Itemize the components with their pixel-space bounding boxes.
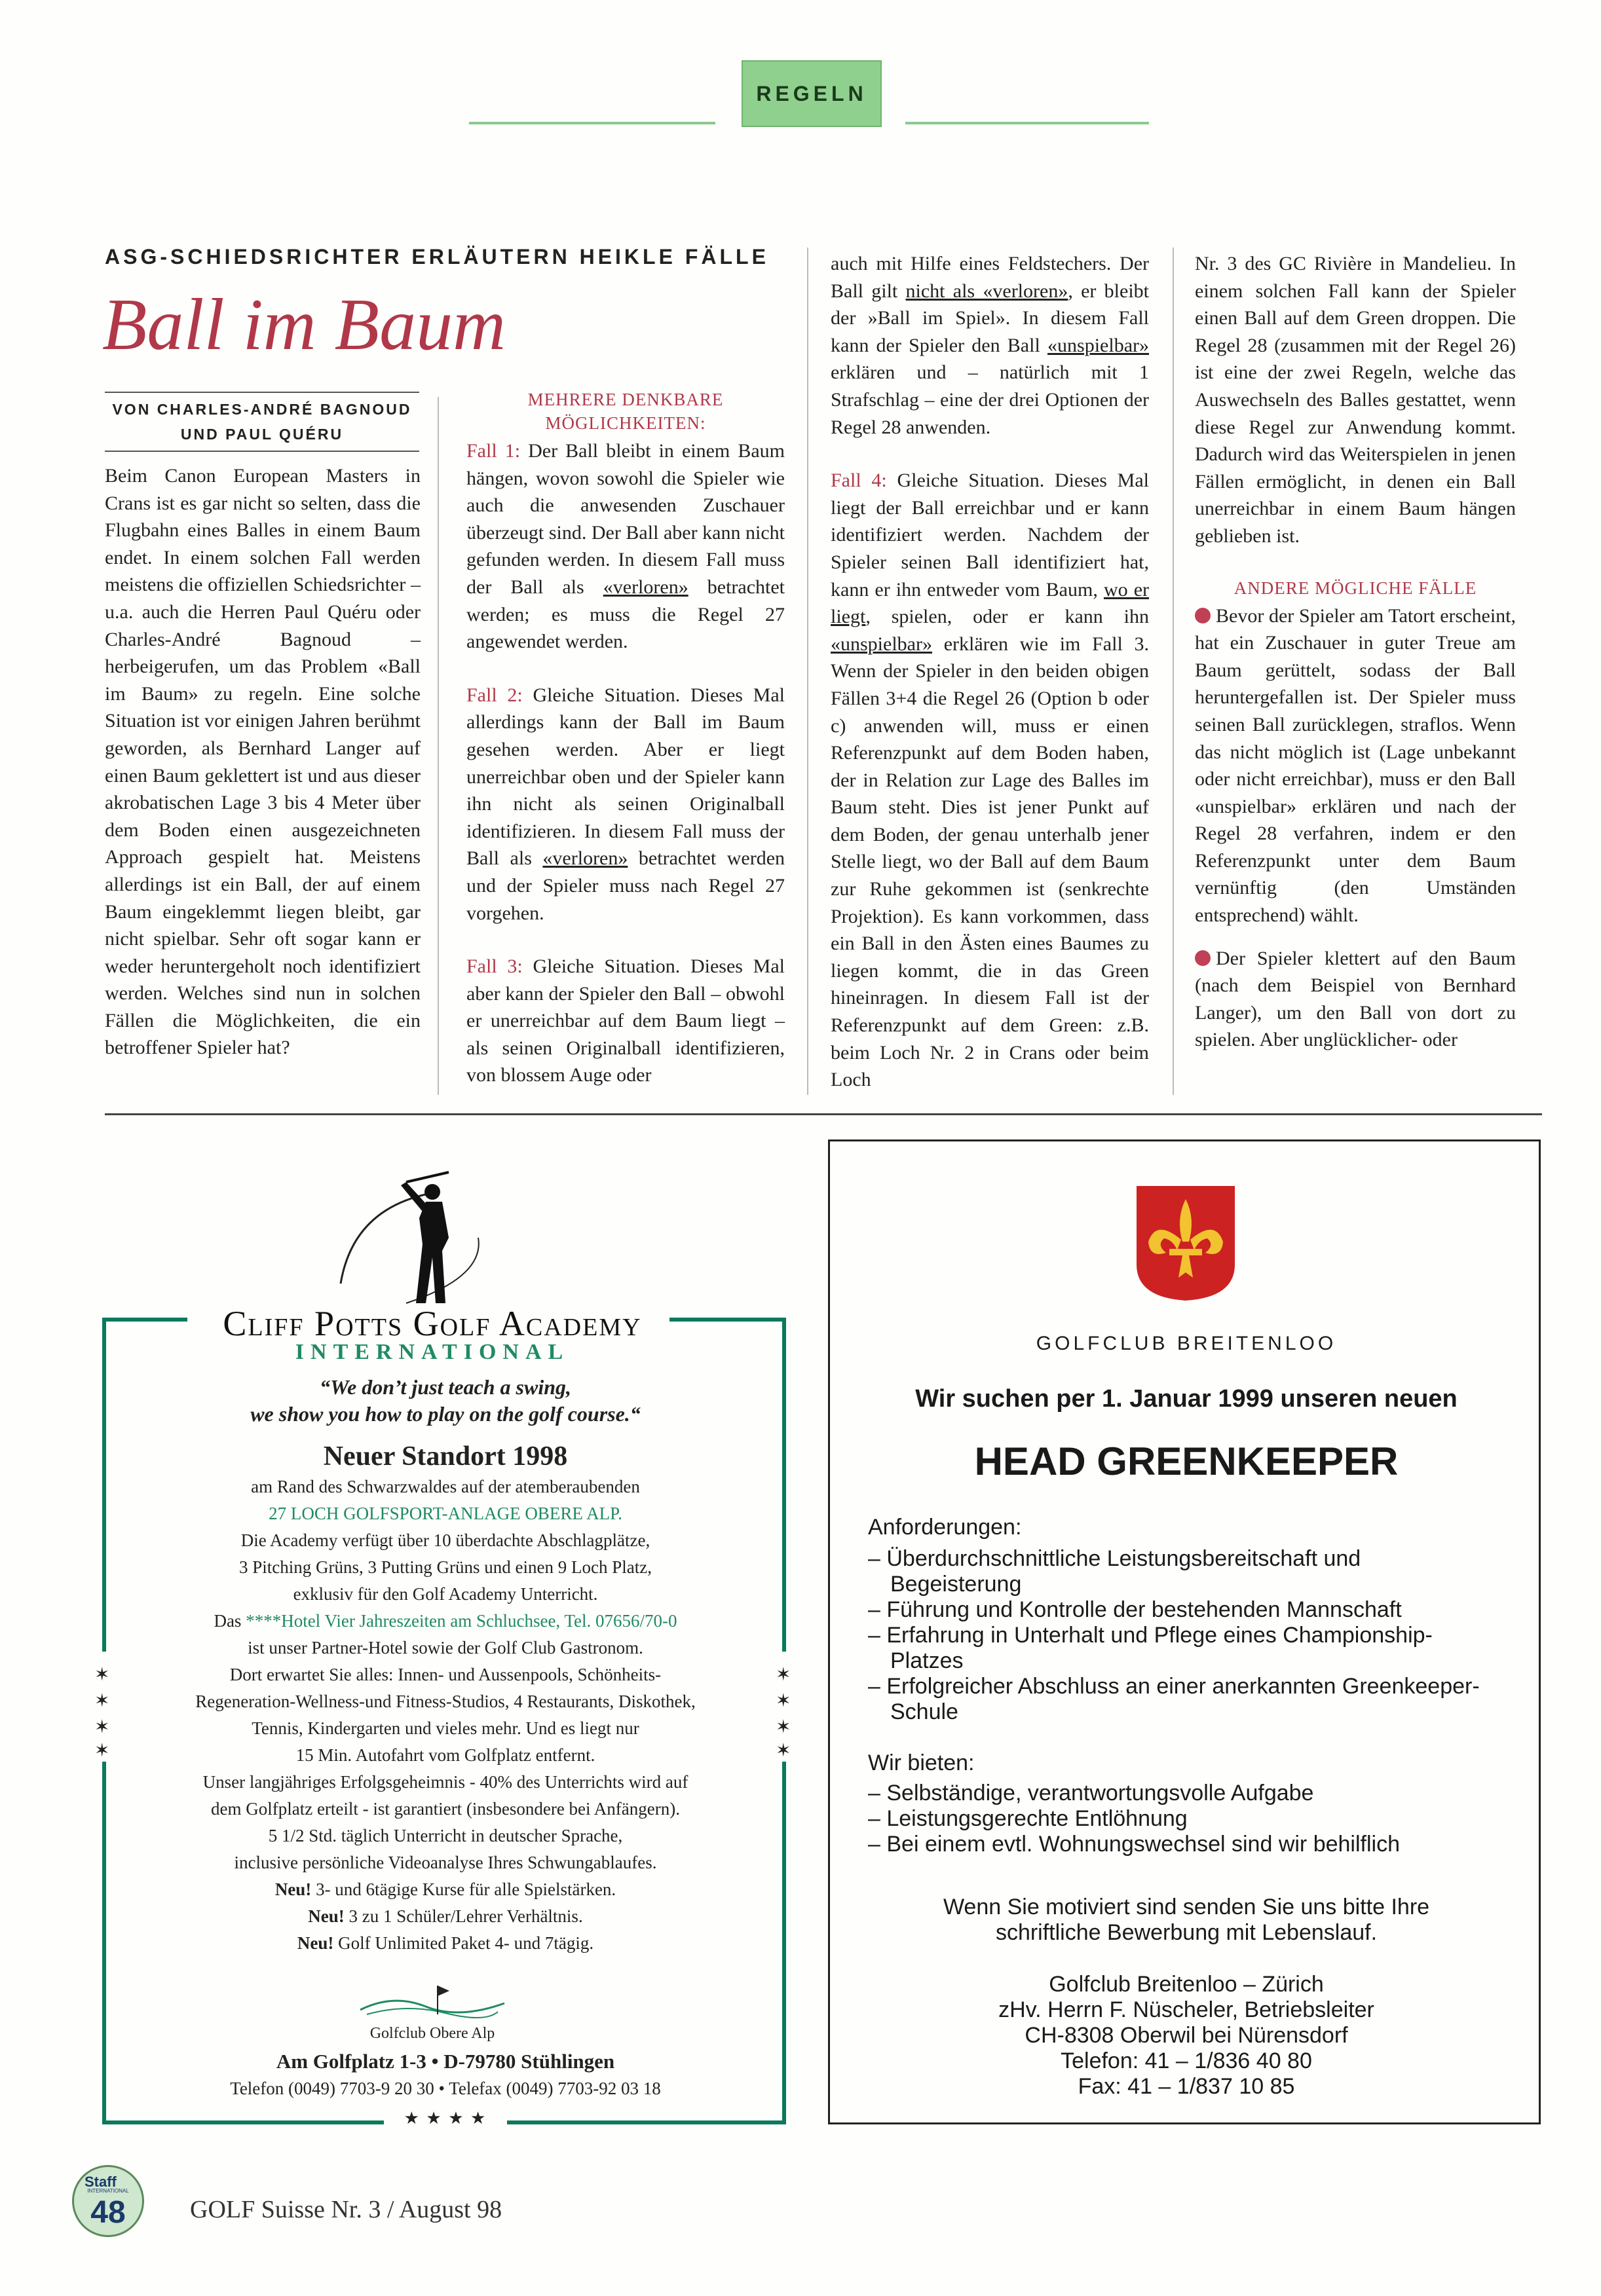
ad-line: ist unser Partner-Hotel sowie der Golf Club Gastronom. <box>248 1638 643 1657</box>
call-line-2: schriftliche Bewerbung mit Lebenslauf. <box>995 1920 1378 1945</box>
article-column-4 <box>1195 250 1516 1054</box>
article-column-2 <box>466 388 785 1089</box>
byline <box>105 397 419 447</box>
new-line-1 <box>118 1876 773 1903</box>
star-icon: ✶ <box>776 1691 791 1711</box>
ad-line: 15 Min. Autofahrt vom Golfplatz entfernt. <box>295 1745 595 1765</box>
academy-international: INTERNATIONAL <box>295 1340 570 1364</box>
contact-line: zHv. Herrn F. Nüscheler, Betriebsleiter <box>998 1997 1374 2022</box>
paragraph-fall-4 <box>831 467 1149 1094</box>
gap <box>1195 550 1516 576</box>
fall-2-label: Fall 2: <box>466 684 523 706</box>
frame-bottom-right <box>507 2120 786 2124</box>
page-badge <box>72 2165 144 2237</box>
star-icon: ✶ <box>776 1665 791 1685</box>
ad-line: dem Golfplatz erteilt - ist garantiert (insbesondere bei Anfängern). <box>211 1799 680 1819</box>
column-divider-2 <box>807 248 808 1095</box>
gap <box>466 927 785 953</box>
column-divider-3 <box>1173 248 1174 1095</box>
academy-name: Cliff Potts Golf Academy <box>223 1304 642 1343</box>
frame-left-top <box>102 1318 106 1652</box>
requirements-list <box>868 1546 1497 1725</box>
unspielbar-2: «unspielbar» <box>831 633 932 655</box>
subhead-andere-faelle: ANDERE MÖGLICHE FÄLLE <box>1234 578 1477 598</box>
contact-line: Telefon: 41 – 1/836 40 80 <box>1061 2048 1312 2073</box>
new-tag: Neu! <box>308 1906 345 1926</box>
frame-left-bottom <box>102 1762 106 2122</box>
fall-4-text-c: erklären wie im Fall 3. Wenn der Spieler in den beiden obigen Fällen 3+4 die Regel 26 (Option b oder c) anwenden will, muss er einen Referenzpunkt auf dem Boden haben, der in Relation zur Lage des Balles im Baum steht. Dies ist jener Punkt auf dem Boden, der genau unterhalb jener Stelle liegt, wo der Ball auf dem Baum zur Ruhe gekommen ist (senkrechte Projektion). Es kann vorkommen, dass ein Ball in den Ästen eines Baumes zu liegen kommt, die in das Green hineinragen. In diesem Fall ist der Referenzpunkt auf dem Green: z.B. beim Loch Nr. 2 in Crans oder beim Loch <box>831 633 1150 1091</box>
byline-rule-bottom <box>105 451 419 452</box>
wo-er-liegt: wo er liegt <box>831 578 1149 628</box>
bullet-icon <box>1195 950 1211 966</box>
fall-2-verloren: «verloren» <box>542 847 628 870</box>
ad-line: inclusive persönliche Videoanalyse Ihres Schwungablaufes. <box>234 1853 657 1872</box>
paragraph-intro: Beim Canon European Masters in Crans ist es gar nicht so selten, dass die Flugbahn eines Balles in einem Baum endet. In einem solchen Fall werden meistens die offiziellen Schiedsrichter – u.a. auch die Herren Paul Quéru oder Charles-André Bagnoud – herbeigerufen, um das Problem «Ball im Baum» zu regeln. Eine solche Situation ist vor einigen Jahren berühmt geworden, als Bernhard Langer auf einen Baum geklettert ist und aus dieser akrobatischen Lage 3 bis 4 Meter über dem Boden einen ausgezeichneten Approach gespielt hat. Meistens allerdings ist ein Ball, der auf einem Baum eingeklemmt liegen bleibt, gar nicht spielbar. Sehr oft sogar kann er weder heruntergeholt noch identifiziert werden. Welches sind nun in solchen Fällen die Möglichkeiten, die ein betroffener Spieler hat? <box>105 465 421 1059</box>
fall-1-verloren: «verloren» <box>603 576 688 598</box>
paragraph-fall-3 <box>466 953 785 1089</box>
frame-top-left <box>102 1318 187 1322</box>
ad-line: 3 Pitching Grüns, 3 Putting Grüns und einen 9 Loch Platz, <box>239 1557 652 1577</box>
byline-rule <box>105 392 419 393</box>
unspielbar-1: «unspielbar» <box>1047 334 1149 356</box>
paragraph-case-2 <box>1195 945 1516 1054</box>
club-logo-label: Golfclub Obere Alp <box>369 2025 495 2042</box>
ad-line: Regeneration-Wellness-und Fitness-Studios, 4 Restaurants, Diskothek, <box>195 1692 696 1711</box>
gap <box>831 441 1149 467</box>
fall-3-label: Fall 3: <box>466 955 523 978</box>
article-kicker: ASG-SCHIEDSRICHTER ERLÄUTERN HEIKLE FÄLLE <box>105 245 769 268</box>
requirement-item: – Überdurchschnittliche Leistungsbereitschaft und Begeisterung <box>868 1546 1361 1597</box>
publication-info: GOLF Suisse Nr. 3 / August 98 <box>190 2196 502 2223</box>
article-column-3 <box>831 250 1149 1094</box>
column-divider-1 <box>438 397 439 1095</box>
paragraph-fall-3-cont <box>831 250 1149 441</box>
fall-3-text: Gleiche Situation. Dieses Mal aber kann der Spieler den Ball – obwohl er unerreichbar auf dem Baum liegt – als seinen Originalball identifizieren, von blossem Auge oder <box>466 955 785 1086</box>
badge-brand: Staff <box>85 2174 117 2190</box>
requirement-item: – Erfolgreicher Abschluss an einer anerkannten Greenkeeper-Schule <box>868 1674 1480 1724</box>
section-label: REGELN <box>756 81 867 105</box>
badge-sub: INTERNATIONAL <box>87 2188 129 2194</box>
fall-1-text-b: betrachtet werden; es muss die Regel 27 angewendet werden. <box>466 576 785 653</box>
frame-right-top <box>782 1318 786 1652</box>
gap <box>1195 929 1516 945</box>
ad-line: 5 1/2 Std. täglich Unterricht in deutscher Sprache, <box>268 1826 623 1845</box>
offer-item: – Bei einem evtl. Wohnungswechsel sind wir behilflich <box>868 1832 1400 1857</box>
flag-logo-icon <box>354 1980 511 2026</box>
new-tag: Neu! <box>274 1879 312 1899</box>
new-text: 3 zu 1 Schüler/Lehrer Verhältnis. <box>348 1906 583 1926</box>
contact-line: Fax: 41 – 1/837 10 85 <box>1078 2074 1295 2099</box>
fall-4-text-a: Gleiche Situation. Dieses Mal liegt der Ball erreichbar und er kann identifiziert werden. Nachdem der Spieler seinen Ball identifiziert hat, kann er ihn entweder vom Baum, <box>831 470 1149 601</box>
ad-line: Die Academy verfügt über 10 überdachte Abschlagplätze, <box>240 1530 650 1550</box>
star-icon: ✶ <box>776 1717 791 1737</box>
fleur-de-lis-crest-icon <box>1130 1179 1241 1304</box>
new-line-2 <box>118 1903 773 1930</box>
col3-text-a: auch mit Hilfe eines Feldstechers. Der Ball gilt <box>831 253 1149 302</box>
star-icon: ✶ <box>94 1717 110 1737</box>
slogan-2: we show you how to play on the golf course.“ <box>250 1402 641 1426</box>
stars-bottom: ★ ★ ★ ★ <box>404 2109 487 2128</box>
subhead-line-2: MÖGLICHKEITEN: <box>545 413 706 433</box>
search-line: Wir suchen per 1. Januar 1999 unseren neuen <box>915 1385 1458 1413</box>
header-rule-right <box>905 122 1149 124</box>
paragraph-fall-1 <box>466 437 785 656</box>
fall-1-label: Fall 1: <box>466 440 521 462</box>
requirement-item: – Erfahrung in Unterhalt und Pflege eines Championship-Platzes <box>868 1623 1433 1673</box>
ad-line: Dort erwartet Sie alles: Innen- und Aussenpools, Schönheits- <box>229 1665 662 1684</box>
ad-cliff-phone: Telefon (0049) 7703-9 20 30 • Telefax (0049) 7703-92 03 18 <box>230 2079 661 2098</box>
ad-line: Tennis, Kindergarten und vieles mehr. Und es liegt nur <box>252 1718 639 1738</box>
ad-line-hotel <box>118 1608 773 1635</box>
paragraph-col4: Nr. 3 des GC Rivière in Mandelieu. In einem solchen Fall kann der Spieler einen Ball auf dem Green droppen. Die Regel 28 (zusammen mit der Regel 26) ist eine der zwei Regeln, welche das Auswechseln des Balles gestattet, wenn diese Regel zur Anwendung kommt. Dadurch wird das Weiterspielen in jenen Fällen ermöglicht, in denen ein Ball unerreichbar in einem Baum hängen geblieben ist. <box>1195 253 1516 547</box>
club-name: GOLFCLUB BREITENLOO <box>1036 1333 1337 1354</box>
ad-cliff-address: Am Golfplatz 1-3 • D-79780 Stühlingen <box>276 2050 615 2073</box>
slogan-1: “We don’t just teach a swing, <box>319 1375 572 1399</box>
byline-line-1: VON CHARLES-ANDRÉ BAGNOUD <box>112 401 412 418</box>
col3-text-c: erklären und – natürlich mit 1 Strafschlag – eine der drei Optionen der Regel 28 anwenden. <box>831 361 1149 438</box>
call-to-action <box>830 1895 1543 1946</box>
contact-line: CH-8308 Oberwil bei Nürensdorf <box>1025 2023 1348 2048</box>
star-icon: ✶ <box>94 1665 110 1685</box>
subhead-line-1: MEHRERE DENKBARE <box>527 390 724 409</box>
frame-top-right <box>669 1318 786 1322</box>
offer-item: – Selbständige, verantwortungsvolle Aufgabe <box>868 1781 1314 1805</box>
offer-item: – Leistungsgerechte Entlöhnung <box>868 1806 1188 1831</box>
article-bottom-rule <box>105 1113 1542 1115</box>
new-tag: Neu! <box>297 1933 334 1953</box>
paragraph-case-1 <box>1195 602 1516 929</box>
col3-text-b: , er bleibt der »Ball im Spiel». In diesem Fall kann der Spieler den Ball <box>831 280 1149 356</box>
frame-bottom-left <box>102 2120 384 2124</box>
article-title: Ball im Baum <box>102 284 506 365</box>
ad-line: Unser langjähriges Erfolgsgeheimnis - 40% des Unterrichts wird auf <box>202 1772 688 1792</box>
section-tab <box>742 60 882 127</box>
article-column-1 <box>105 462 421 1062</box>
byline-line-2: UND PAUL QUÉRU <box>180 426 344 443</box>
subhead-moeglichkeiten <box>466 388 785 435</box>
ad-line-green: 27 LOCH GOLFSPORT-ANLAGE OBERE ALP. <box>269 1504 622 1523</box>
case-2-text: Der Spieler klettert auf den Baum (nach dem Beispiel von Bernhard Langer), um den Ball von dort zu spielen. Aber unglücklicher- oder <box>1195 947 1516 1051</box>
header-rule-left <box>469 122 715 124</box>
requirement-item: – Führung und Kontrolle der bestehenden Mannschaft <box>868 1597 1402 1622</box>
bullet-icon <box>1195 608 1211 623</box>
fall-4-text-b: , spielen, oder er kann ihn <box>865 606 1149 628</box>
page-number: 48 <box>90 2195 126 2230</box>
fall-1-text-a: Der Ball bleibt in einem Baum hängen, wovon sowohl die Spieler wie auch die anwesenden Zuschauer überzeugt sind. Der Ball aber kann nicht gefunden werden. In diesem Fall muss der Ball als <box>466 440 785 598</box>
new-text: Golf Unlimited Paket 4- und 7tägig. <box>338 1933 594 1953</box>
fall-2-text-b: betrachtet werden und der Spieler muss nach Regel 27 vorgehen. <box>466 847 785 924</box>
headline: Neuer Standort 1998 <box>323 1441 568 1472</box>
fall-4-label: Fall 4: <box>831 470 887 492</box>
offers-label: Wir bieten: <box>868 1750 975 1775</box>
ad-line: am Rand des Schwarzwaldes auf der atemberaubenden <box>251 1477 640 1496</box>
requirements-label: Anforderungen: <box>868 1515 1022 1540</box>
fall-2-text-a: Gleiche Situation. Dieses Mal allerdings kann der Ball im Baum gesehen werden. Aber er liegt unerreichbar oben und der Spieler kann ihn nicht als seinen Originalball identifizieren. In diesem Fall muss der Ball als <box>466 684 785 870</box>
star-icon: ✶ <box>94 1741 110 1761</box>
nicht-verloren: nicht als «verloren» <box>905 280 1068 302</box>
star-icon: ✶ <box>776 1741 791 1761</box>
contact-line: Golfclub Breitenloo – Zürich <box>1049 1972 1324 1997</box>
new-line-3 <box>118 1930 773 1957</box>
offers-list <box>868 1781 1510 1857</box>
ad-line: exklusiv für den Golf Academy Unterricht. <box>293 1584 598 1604</box>
ad-breitenloo <box>828 1139 1541 2124</box>
call-line-1: Wenn Sie motiviert sind senden Sie uns bitte Ihre <box>943 1895 1430 1919</box>
ad-cliff-potts <box>94 1166 793 2148</box>
ad-cliff-body <box>118 1374 773 1957</box>
star-icon: ✶ <box>94 1691 110 1711</box>
hotel-prefix: Das <box>214 1611 242 1631</box>
hotel-name: ****Hotel Vier Jahreszeiten am Schluchsee, Tel. 07656/70-0 <box>246 1611 677 1631</box>
case-1-text: Bevor der Spieler am Tatort erscheint, hat ein Zuschauer in guter Treue am Baum gerüttelt, sodass der Ball heruntergefallen ist. Der Spieler muss seinen Ball zurücklegen, straflos. Wenn das nicht möglich ist (Lage unbekannt oder nicht erreichbar), muss er den Ball «unspielbar» erklären und nach der Regel 28 verfahren, indem er den Referenzpunkt unter dem Baum vernünftig (den Umständen entsprechend) wählt. <box>1195 604 1516 927</box>
position-title: HEAD GREENKEEPER <box>974 1439 1399 1483</box>
new-text: 3- und 6tägige Kurse für alle Spielstärken. <box>316 1879 616 1899</box>
paragraph-fall-2 <box>466 682 785 927</box>
frame-right-bottom <box>782 1762 786 2122</box>
gap <box>466 656 785 682</box>
contact-block <box>830 1972 1543 2100</box>
